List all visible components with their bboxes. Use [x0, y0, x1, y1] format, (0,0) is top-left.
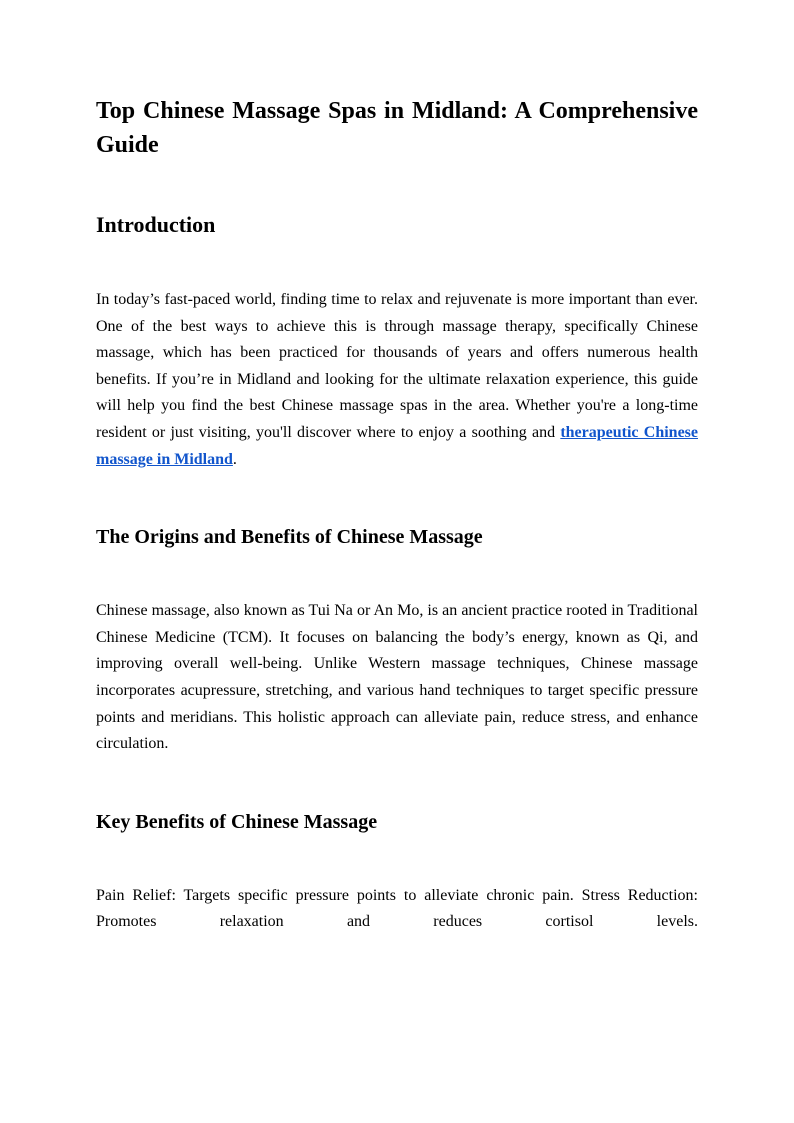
intro-text-before-link: In today’s fast-paced world, finding time to relax and rejuvenate is more important than ever. One of the best ways to achieve this is through massage therapy, specifically Chinese massage, which has been practiced for thousands of years and offers numerous health benefits. If you’re in Midland and looking for the ultimate relaxation experience, this guide will help you find the best Chinese massage spas in the area. Whether you're a long-time resident or just visiting, you'll discover where to enjoy a soothing and	[96, 291, 698, 441]
heading-introduction: Introduction	[96, 212, 216, 237]
document-title: Top Chinese Massage Spas in Midland: A Comprehensive Guide	[96, 98, 698, 158]
intro-paragraph	[96, 287, 698, 473]
origins-paragraph: Chinese massage, also known as Tui Na or An Mo, is an ancient practice rooted in Traditional Chinese Medicine (TCM). It focuses on balancing the body’s energy, known as Qi, and improving overall well-being. Unlike Western massage techniques, Chinese massage incorporates acupressure, stretching, and various hand techniques to target specific pressure points and meridians. This holistic approach can alleviate pain, reduce stress, and enhance circulation.	[96, 602, 698, 753]
heading-key-benefits: Key Benefits of Chinese Massage	[96, 810, 378, 833]
intro-text-after-link: .	[232, 450, 237, 468]
therapeutic-massage-link[interactable]: therapeutic Chinese massage in Midland	[96, 423, 698, 468]
heading-origins-benefits: The Origins and Benefits of Chinese Massage	[96, 526, 483, 549]
key-benefits-paragraph: Pain Relief: Targets specific pressure points to alleviate chronic pain. Stress Reduction: Promotes relaxation and reduces cortisol levels.	[96, 886, 698, 931]
